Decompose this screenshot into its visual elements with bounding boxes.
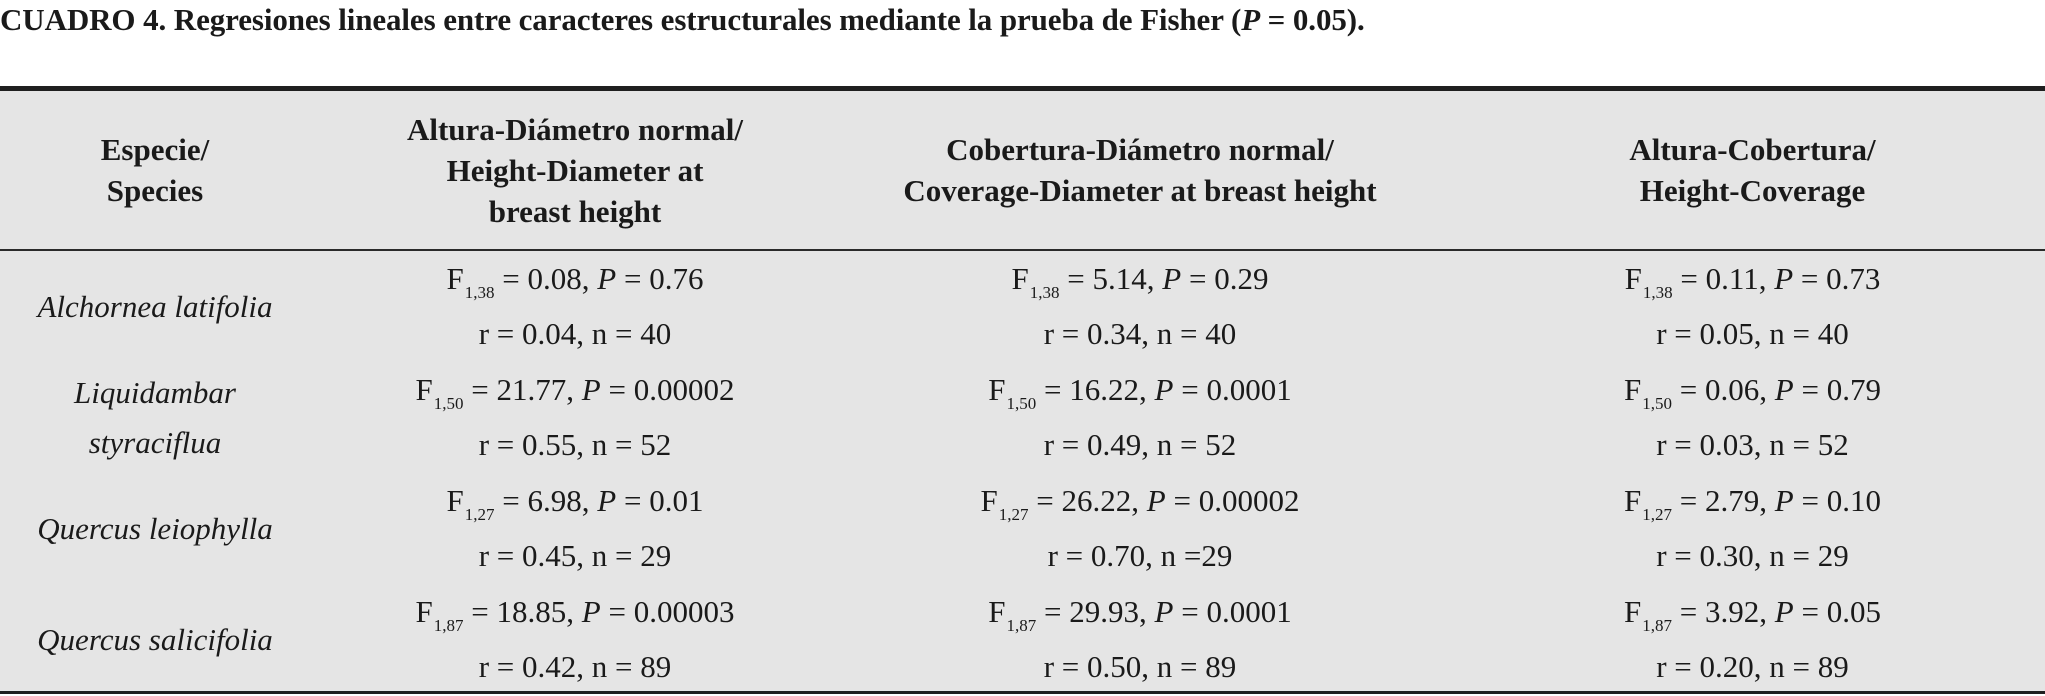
species-cell: [0, 584, 310, 695]
species-name: Quercus salicifolia: [37, 621, 273, 657]
r-n-line: r = 0.70, n =29: [1047, 538, 1233, 573]
f-statistic-line: [447, 476, 704, 531]
f-symbol: F: [415, 594, 433, 629]
f-statistic-line: [1624, 365, 1881, 420]
degrees-of-freedom: 1,87: [433, 616, 464, 635]
stat-cell: [1460, 584, 2045, 695]
p-symbol: P: [1154, 594, 1174, 629]
f-symbol: F: [1624, 372, 1642, 407]
stat-cell: [820, 251, 1460, 362]
f-statistic-line: [1624, 587, 1881, 642]
stat-cell: [330, 251, 820, 362]
p-value: = 0.10: [1801, 483, 1881, 518]
p-symbol: P: [581, 594, 601, 629]
degrees-of-freedom: 1,50: [433, 394, 464, 413]
p-symbol: P: [581, 372, 601, 407]
f-statistic-line: [416, 587, 735, 642]
p-symbol: P: [1774, 372, 1794, 407]
f-symbol: F: [1624, 483, 1642, 518]
r-n-line: r = 0.42, n = 89: [478, 649, 672, 684]
f-statistic-line: [1625, 254, 1881, 309]
caption-suffix: = 0.05).: [1260, 2, 1365, 37]
r-n-line: r = 0.30, n = 29: [1656, 538, 1849, 573]
f-symbol: F: [980, 483, 998, 518]
f-value: = 26.22,: [1036, 483, 1140, 518]
species-cell: [0, 473, 310, 584]
f-symbol: F: [1624, 594, 1642, 629]
stat-cell: [330, 362, 820, 473]
p-symbol: P: [1774, 594, 1794, 629]
r-n-line: r = 0.03, n = 52: [1656, 427, 1849, 462]
header-coverage-diameter: Cobertura-Diámetro normal/ Coverage-Diameter at breast height: [903, 132, 1377, 208]
f-symbol: F: [988, 594, 1006, 629]
f-symbol: F: [1011, 261, 1029, 296]
species-name: Liquidambar styraciflua: [74, 374, 236, 460]
table-row: [0, 362, 2045, 473]
species-cell: [0, 362, 310, 473]
degrees-of-freedom: 1,38: [464, 283, 495, 302]
p-value: = 0.29: [1188, 261, 1269, 296]
r-n-line: r = 0.45, n = 29: [478, 538, 672, 573]
f-symbol: F: [446, 261, 464, 296]
p-symbol: P: [1146, 483, 1166, 518]
p-value: = 0.00003: [608, 594, 735, 629]
degrees-of-freedom: 1,38: [1642, 283, 1673, 302]
header-species: Especie/ Species: [100, 132, 210, 208]
species-name: Quercus leiophylla: [37, 510, 273, 546]
p-symbol: P: [1774, 483, 1794, 518]
f-symbol: F: [415, 372, 433, 407]
p-value: = 0.05: [1801, 594, 1881, 629]
f-symbol: F: [446, 483, 464, 518]
r-n-line: r = 0.55, n = 52: [478, 427, 672, 462]
header-height-coverage: Altura-Cobertura/ Height-Coverage: [1629, 132, 1876, 208]
f-statistic-line: [416, 365, 735, 420]
caption-prefix: CUADRO 4. Regresiones lineales entre caracteres estructurales mediante la prueba de Fisher (: [0, 2, 1242, 37]
f-symbol: F: [1624, 261, 1642, 296]
f-statistic-line: [1012, 254, 1269, 309]
table-row: [0, 584, 2045, 695]
f-value: = 0.06,: [1679, 372, 1768, 407]
degrees-of-freedom: 1,27: [1642, 505, 1673, 524]
regression-table: [0, 86, 2045, 694]
header-height-diameter: Altura-Diámetro normal/ Height-Diameter at breast height: [406, 111, 744, 229]
p-symbol: P: [597, 261, 617, 296]
p-value: = 0.0001: [1181, 594, 1292, 629]
p-symbol: P: [1154, 372, 1174, 407]
r-n-line: r = 0.20, n = 89: [1656, 649, 1849, 684]
f-statistic-line: [988, 365, 1291, 420]
p-value: = 0.01: [623, 483, 704, 518]
stat-cell: [820, 362, 1460, 473]
p-value: = 0.00002: [1173, 483, 1300, 518]
p-value: = 0.76: [623, 261, 704, 296]
r-n-line: r = 0.05, n = 40: [1656, 316, 1849, 351]
degrees-of-freedom: 1,87: [1006, 616, 1037, 635]
table-caption: [0, 2, 1365, 38]
degrees-of-freedom: 1,50: [1642, 394, 1673, 413]
degrees-of-freedom: 1,27: [464, 505, 495, 524]
f-statistic-line: [988, 587, 1291, 642]
degrees-of-freedom: 1,27: [998, 505, 1029, 524]
f-value: = 6.98,: [502, 483, 590, 518]
stat-cell: [330, 473, 820, 584]
p-symbol: P: [597, 483, 617, 518]
p-value: = 0.73: [1800, 261, 1881, 296]
stat-cell: [1460, 251, 2045, 362]
f-value: = 5.14,: [1067, 261, 1155, 296]
stat-cell: [330, 584, 820, 695]
f-value: = 18.85,: [471, 594, 575, 629]
f-symbol: F: [988, 372, 1006, 407]
f-value: = 21.77,: [471, 372, 575, 407]
stat-cell: [1460, 473, 2045, 584]
table-row: [0, 473, 2045, 584]
f-value: = 0.11,: [1680, 261, 1767, 296]
caption-p-symbol: P: [1241, 2, 1261, 37]
p-symbol: P: [1162, 261, 1182, 296]
table-header-row: [0, 91, 2045, 251]
f-value: = 29.93,: [1044, 594, 1147, 629]
stat-cell: [820, 584, 1460, 695]
table-row: [0, 251, 2045, 362]
degrees-of-freedom: 1,50: [1006, 394, 1037, 413]
species-name: Alchornea latifolia: [37, 288, 273, 324]
f-statistic-line: [447, 254, 704, 309]
f-value: = 0.08,: [502, 261, 590, 296]
r-n-line: r = 0.49, n = 52: [1043, 427, 1237, 462]
f-statistic-line: [981, 476, 1300, 531]
r-n-line: r = 0.04, n = 40: [478, 316, 672, 351]
stat-cell: [1460, 362, 2045, 473]
r-n-line: r = 0.50, n = 89: [1043, 649, 1237, 684]
f-value: = 16.22,: [1044, 372, 1147, 407]
degrees-of-freedom: 1,38: [1029, 283, 1060, 302]
r-n-line: r = 0.34, n = 40: [1043, 316, 1237, 351]
p-value: = 0.79: [1801, 372, 1881, 407]
degrees-of-freedom: 1,87: [1642, 616, 1673, 635]
p-value: = 0.00002: [608, 372, 735, 407]
p-value: = 0.0001: [1181, 372, 1292, 407]
species-cell: [0, 251, 310, 362]
f-statistic-line: [1624, 476, 1881, 531]
f-value: = 2.79,: [1679, 483, 1768, 518]
stat-cell: [820, 473, 1460, 584]
p-symbol: P: [1774, 261, 1794, 296]
f-value: = 3.92,: [1679, 594, 1768, 629]
